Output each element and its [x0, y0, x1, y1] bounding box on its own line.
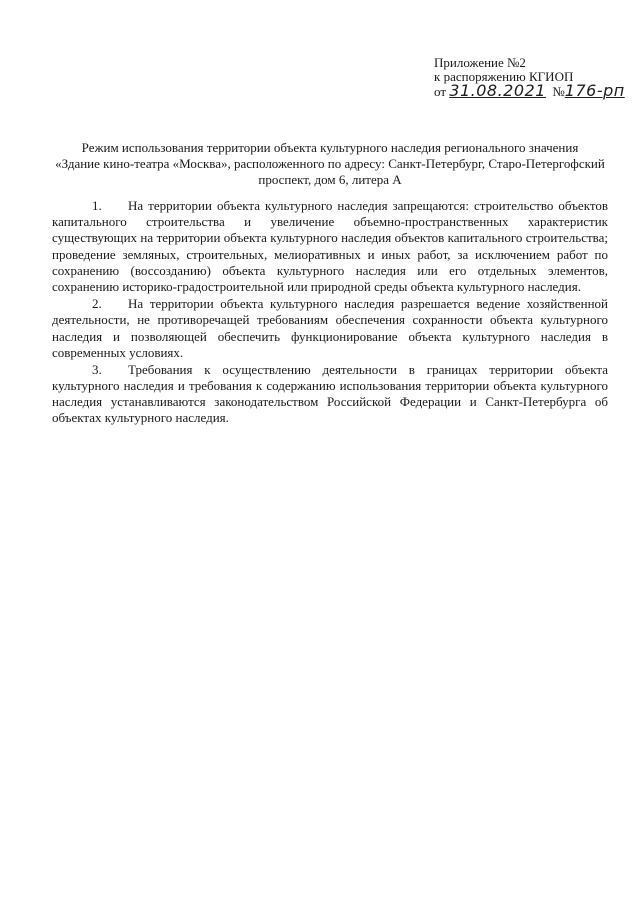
clause-line: капитального строительства и увеличение объемно-пространственных характеристик	[52, 214, 608, 230]
appendix-title: Приложение №2	[434, 55, 526, 70]
number-prefix: №	[552, 84, 565, 99]
document-title	[40, 140, 620, 188]
appendix-header	[434, 56, 634, 99]
clause-line: деятельности, не противоречащей требованиям обеспечения сохранности объекта культурного	[52, 312, 608, 328]
clause-line: 1. На территории объекта культурного наследия запрещаются: строительство объектов	[52, 198, 608, 214]
clause-line: наследия устанавливаются законодательством Российской Федерации и Санкт-Петербурга об	[52, 394, 608, 410]
appendix-order-reference: к распоряжению КГИОП	[434, 69, 574, 84]
clause-1	[52, 198, 608, 295]
clause-line: проведение земляных, строительных, мелиоративных и иных работ, за исключением работ по	[52, 246, 608, 262]
clause-number: 2.	[92, 296, 102, 312]
date-prefix: от	[434, 84, 447, 99]
clause-3	[52, 362, 608, 427]
clause-line: сохранению историко-градостроительной или природной среды объекта культурного наследия.	[52, 278, 581, 294]
clause-number: 3.	[92, 361, 102, 377]
clause-line: 3. Требования к осуществлению деятельности в границах территории объекта	[52, 362, 608, 378]
handwritten-date: 31.08.2021	[449, 81, 546, 100]
clause-line: сохранению (воссозданию) объекта культурного наследия или его отдельных элементов,	[52, 262, 608, 278]
title-line: «Здание кино-театра «Москва», расположенного по адресу: Санкт-Петербург, Старо-Петергофский	[55, 156, 605, 171]
clause-line: существующих на территории объекта культурного наследия объектов капитального строительства;	[52, 230, 608, 246]
appendix-date-number	[434, 81, 634, 100]
clause-line: культурного наследия и требования к содержанию использования территории объекта культурного	[52, 378, 608, 394]
clause-line: наследия и позволяющей обеспечить функционирование объекта культурного наследия в	[52, 328, 608, 344]
title-line: Режим использования территории объекта культурного наследия регионального значения	[81, 140, 579, 155]
title-line: проспект, дом 6, литера А	[258, 172, 402, 187]
clauses-list	[52, 198, 608, 428]
clause-number: 1.	[92, 198, 102, 213]
clause-line: объектах культурного наследия.	[52, 410, 229, 426]
clause-line: 2. На территории объекта культурного наследия разрешается ведение хозяйственной	[52, 296, 608, 312]
handwritten-number: 176-рп	[564, 81, 625, 100]
clause-line: современных условиях.	[52, 344, 184, 360]
clause-2	[52, 296, 608, 361]
